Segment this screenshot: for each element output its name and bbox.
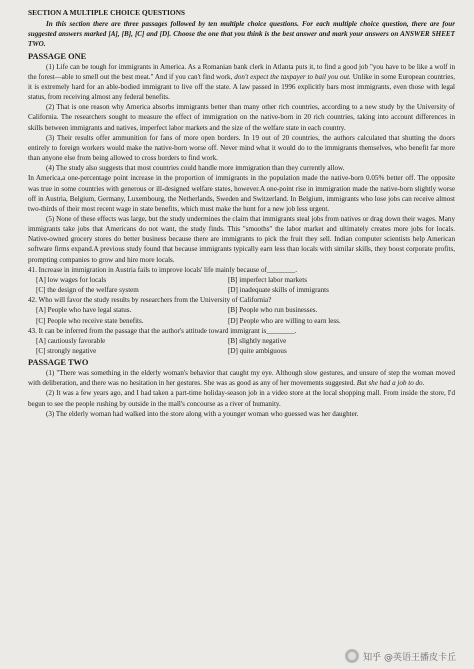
question-43 xyxy=(28,326,455,356)
option-c: [C] People who receive state benefits. xyxy=(36,316,144,325)
p1-italic-phrase: don't expect the taxpayer to bail you out. xyxy=(234,72,351,81)
passage-one-heading: PASSAGE ONE xyxy=(28,51,87,61)
option-d: [D] quite ambiguous xyxy=(228,347,287,355)
option-c: [C] strongly negative xyxy=(36,347,97,355)
passage-two-paragraph-2: (2) It was a few years ago, and I had taken a part-time holiday-season job in a video store at the local shopping mall. From inside the store, I'd begun to see the people rushing by outside in the mall's concourse as a river of humanity. xyxy=(28,389,455,408)
option-list xyxy=(28,305,455,325)
option-b: [B] People who run businesses. xyxy=(228,306,318,315)
option-a: [A] People who have legal status. xyxy=(36,306,132,315)
option-a: [A] low wages for locals xyxy=(36,275,107,284)
option-c: [C] the design of the welfare system xyxy=(36,286,139,295)
option-b: [B] imperfect labor markets xyxy=(228,275,307,284)
passage-two-paragraph-3: (3) The elderly woman had walked into the store along with a younger woman who guessed was her daughter. xyxy=(46,409,359,418)
passage-two-heading: PASSAGE TWO xyxy=(28,358,89,368)
option-d: [D] People who are willing to earn less. xyxy=(228,316,341,325)
p1-italic-phrase: But she had a job to do. xyxy=(356,379,425,388)
passage-one-paragraph-5: (5) None of these effects was large, but the study undermines the claim that immigrants steal jobs from natives or drag down their wages. Many immigrants take jobs that Americans do not want, the study finds. This "smooths" the labor market and ultimately creates more jobs for locals. Native-owned grocery stores do better business because there are immigrants to pick the fruit they sell. Indian computer scientists help American software firms expand.A previous study found that because immigrants typically earn less than locals with similar skills, they boost corporate profits, prompting companies to grow and hire more locals. xyxy=(28,214,455,264)
option-b: [B] slightly negative xyxy=(228,336,287,345)
question-stem: 42. Who will favor the study results by researchers from the University of California? xyxy=(28,296,272,305)
watermark-text: 知乎 @英语王播皮卡丘 xyxy=(363,652,456,663)
question-stem: 43. It can be inferred from the passage that the author's attitude toward immigrant is________. xyxy=(28,326,297,335)
avatar-icon xyxy=(345,649,359,663)
section-title: SECTION A MULTIPLE CHOICE QUESTIONS xyxy=(28,8,186,17)
question-stem: 41. Increase in immigration in Austria fails to improve locals' life mainly because of________. xyxy=(28,265,298,274)
passage-one-paragraph-4-continued: In America,a one-percentage point increase in the proportion of immigrants in the population made the native-born 0.05% better off. The opposite was true in some countries with generous or ill-designed welfare states, however.A one-point rise in immigration made the native-born slightly worse off in Austria, Belgium, Germany, Luxembourg, the Netherlands, Sweden and Switzerland. In Belgium, immigrants who lose jobs can receive almost two-thirds of their most recent wage in state benefits, which must make the hunt for a new job less urgent. xyxy=(28,174,455,213)
option-d: [D] inadequate skills of immigrants xyxy=(228,286,329,295)
passage-one-paragraph-3: (3) Their results offer ammunition for fans of more open borders. In 19 out of 20 countries, the authors calculated that shutting the doors entirely to foreign workers would make the native-born worse off. Never mind what it would do to the immigrants themselves, who benefit far more than anyone else from being allowed to cross borders to find work. xyxy=(28,133,455,163)
p1-text-a: (1) "There was something in the elderly woman's behavior that caught my eye. Although slow gestures, and unsure of step the woman moved with deliberation, and there was no hesitation in her gestures. She was as good as any of her movements suggested. xyxy=(28,369,455,388)
option-a: [A] cautiously favorable xyxy=(36,336,106,345)
p1-text-c: Unlike in some European countries, it is extremely hard for an able-bodied immigrant to live off the state. A law passed in 1996 explicitly bars most immigrants, even those with legal status, from receiving almost any federal benefits. xyxy=(28,72,455,102)
instructions: In this section there are three passages followed by ten multiple choice questions. For each multiple choice question, there are four suggested answers marked [A], [B], [C] and [D]. Choose the one that you think is the best answer and mark your answers on ANSWER SHEET TWO. xyxy=(28,20,455,49)
question-41 xyxy=(28,265,455,295)
question-42 xyxy=(28,295,455,325)
watermark xyxy=(345,649,456,663)
option-list xyxy=(28,275,455,295)
passage-one-paragraph-1 xyxy=(28,62,455,103)
option-list xyxy=(28,336,455,356)
passage-two-paragraph-1 xyxy=(28,368,455,388)
p1-text-a: (1) Life can be tough for immigrants in America. As a Romanian bank clerk in Atlanta puts it, to find a good job "you have to be like a wolf in the forest—able to smell out the best meat." And if you can't find work, xyxy=(28,62,455,81)
passage-one-paragraph-4: (4) The study also suggests that most countries could handle more immigration than they currently allow. xyxy=(46,164,345,173)
passage-one-paragraph-2: (2) That is one reason why America absorbs immigrants better than many other rich countries, according to a new study by the University of California. The researchers sought to measure the effect of immigration on the native-born in 20 rich countries, taking into account differences in skills between immigrants and natives, imperfect labor markets and the size of the welfare state in each country. xyxy=(28,103,455,132)
